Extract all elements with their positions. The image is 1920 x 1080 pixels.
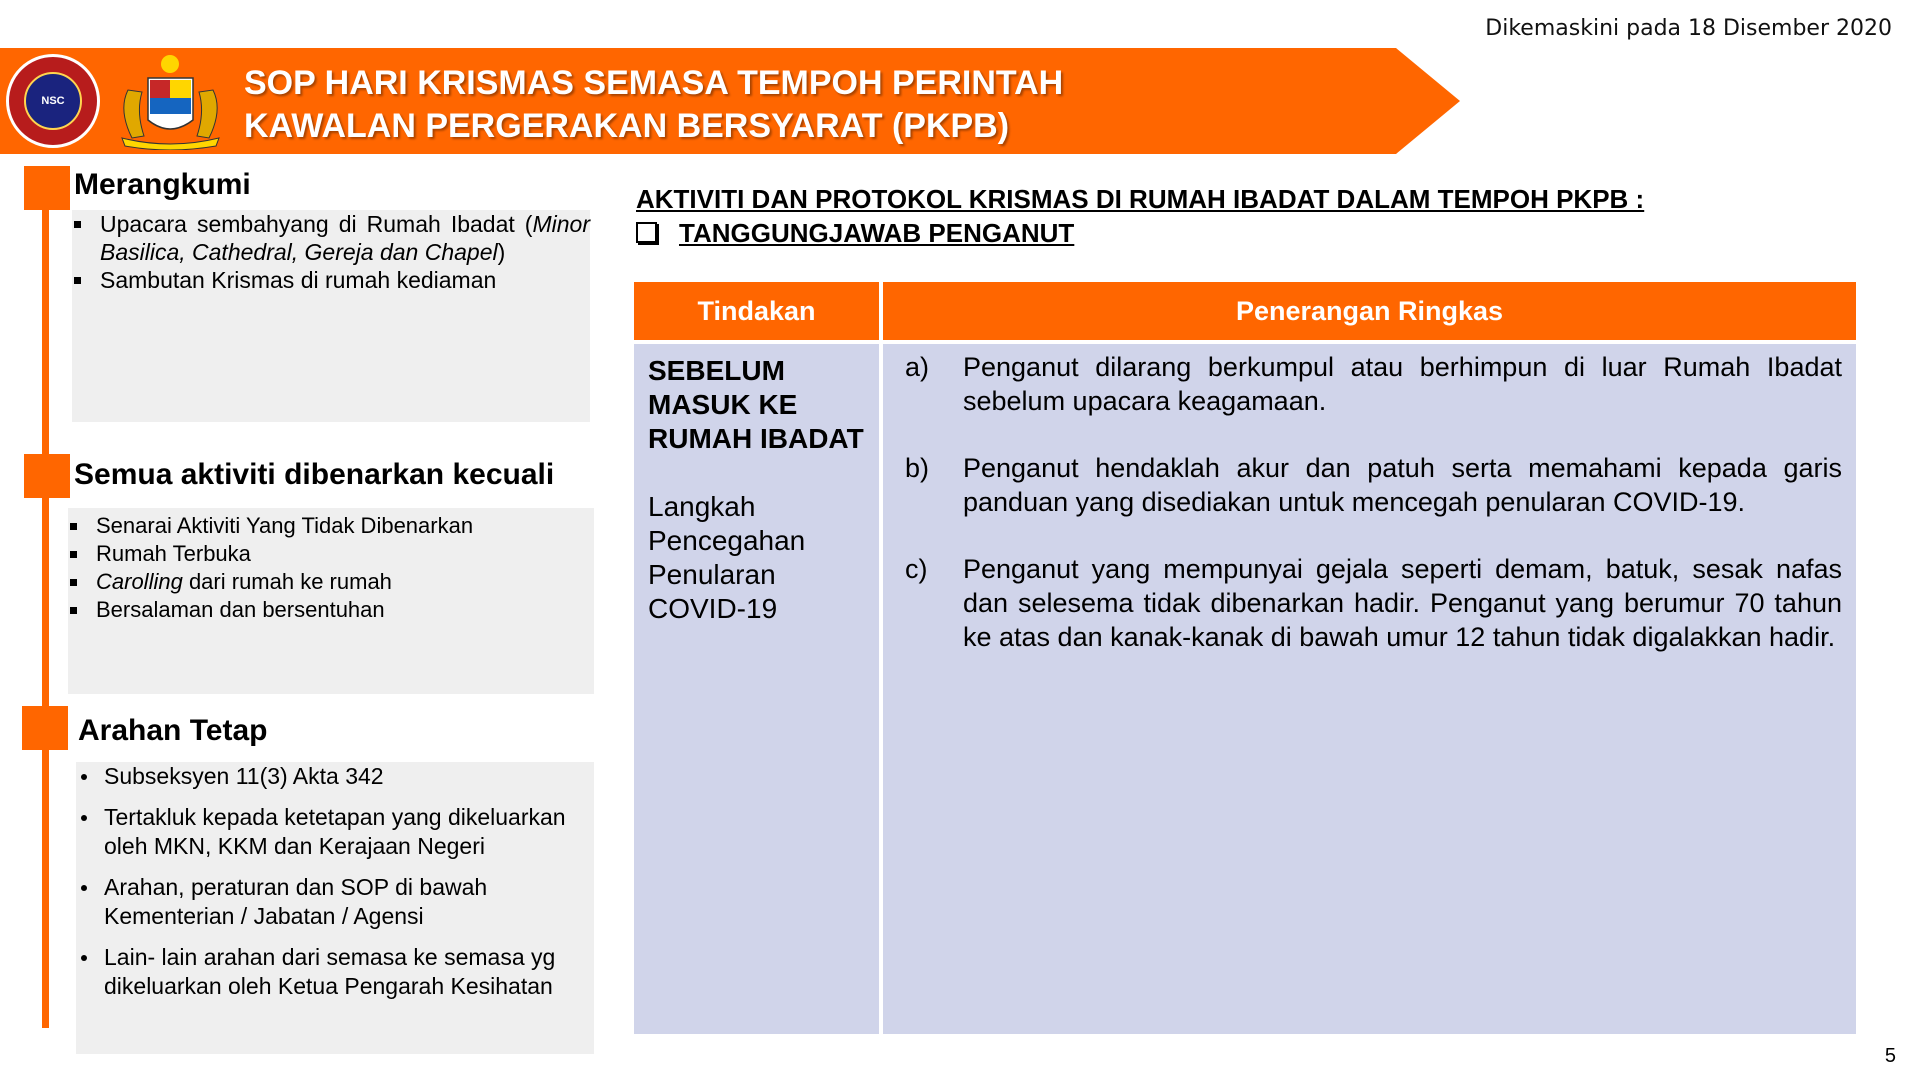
table-header-tindakan: Tindakan <box>634 282 879 340</box>
action-title: SEBELUM MASUK KE RUMAH IBADAT <box>648 355 864 454</box>
action-subtitle: Langkah Pencegahan Penularan COVID-19 <box>648 491 806 624</box>
arahan-panel <box>76 762 594 1054</box>
nsc-logo-center: NSC <box>24 72 82 130</box>
arahan-list <box>76 762 594 1001</box>
malaysia-coat-of-arms-logo <box>108 50 233 150</box>
merangkumi-list <box>72 210 590 294</box>
list-item: Rumah Terbuka <box>68 540 594 568</box>
list-item: Arahan, peraturan dan SOP di bawah Kementerian / Jabatan / Agensi <box>76 873 594 931</box>
section-marker-merangkumi <box>24 166 70 210</box>
description-item-a: a) Penganut dilarang berkumpul atau berhimpun di luar Rumah Ibadat sebelum upacara keagamaan. <box>905 352 1842 416</box>
updated-date: Dikemaskini pada 18 Disember 2020 <box>1485 16 1892 41</box>
main-subheading: TANGGUNGJAWAB PENGANUT <box>636 218 1074 249</box>
checkbox-bullet-icon <box>636 222 657 243</box>
table-cell-action <box>634 344 879 1034</box>
list-item: Subseksyen 11(3) Akta 342 <box>76 762 594 791</box>
merangkumi-panel <box>72 210 590 422</box>
timeline-bar <box>42 166 49 1028</box>
nsc-logo <box>6 54 100 148</box>
semua-list <box>68 512 594 624</box>
banner-title-line2: KAWALAN PERGERAKAN BERSYARAT (PKPB) <box>244 107 1010 145</box>
banner-title <box>244 62 1063 148</box>
page-number: 5 <box>1884 1045 1896 1067</box>
section-title-merangkumi: Merangkumi <box>74 168 251 201</box>
list-item: Upacara sembahyang di Rumah Ibadat (Minor Basilica, Cathedral, Gereja dan Chapel) <box>72 210 590 266</box>
description-item-c: c) Penganut yang mempunyai gejala seperti demam, batuk, sesak nafas dan selesema tidak dibenarkan hadir. Penganut yang berumur 70 tahun ke atas dan kanak-kanak di bawah umur 12 tahun tidak digalakkan hadir. <box>905 554 1842 652</box>
list-item: Bersalaman dan bersentuhan <box>68 596 594 624</box>
banner-title-line1: SOP HARI KRISMAS SEMASA TEMPOH PERINTAH <box>244 64 1064 102</box>
main-heading: AKTIVITI DAN PROTOKOL KRISMAS DI RUMAH IBADAT DALAM TEMPOH PKPB : <box>636 184 1645 214</box>
list-item: Senarai Aktiviti Yang Tidak Dibenarkan <box>68 512 594 540</box>
semua-panel <box>68 508 594 694</box>
section-title-arahan: Arahan Tetap <box>78 714 268 747</box>
section-marker-arahan <box>22 706 68 750</box>
table-header-penerangan: Penerangan Ringkas <box>883 282 1856 340</box>
list-item: Sambutan Krismas di rumah kediaman <box>72 266 590 294</box>
table-cell-description <box>883 344 1856 1034</box>
section-title-semua: Semua aktiviti dibenarkan kecuali <box>74 458 555 491</box>
description-item-b: b) Penganut hendaklah akur dan patuh serta memahami kepada garis panduan yang disediakan untuk mencegah penularan COVID-19. <box>905 453 1842 517</box>
list-item: Carolling dari rumah ke rumah <box>68 568 594 596</box>
list-item: Tertakluk kepada ketetapan yang dikeluarkan oleh MKN, KKM dan Kerajaan Negeri <box>76 803 594 861</box>
list-item: Lain- lain arahan dari semasa ke semasa yg dikeluarkan oleh Ketua Pengarah Kesihatan <box>76 943 594 1001</box>
section-marker-semua <box>24 454 70 498</box>
